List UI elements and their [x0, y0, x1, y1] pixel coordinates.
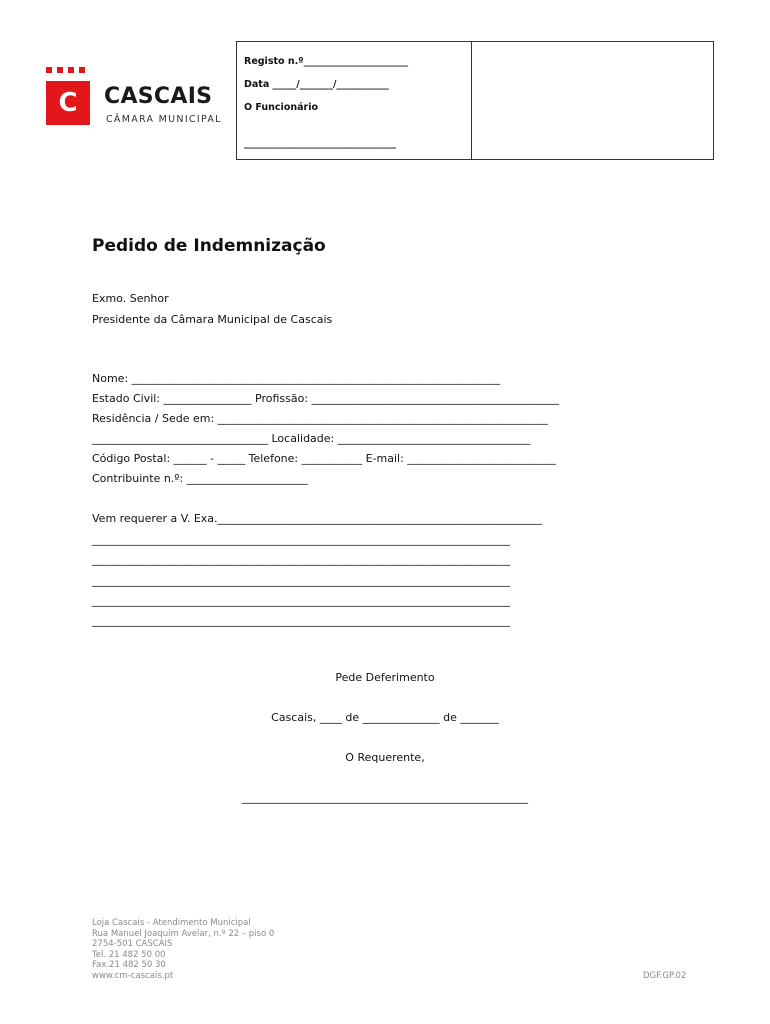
salutation-line-2: Presidente da Câmara Municipal de Cascais — [92, 313, 333, 326]
data-field[interactable]: Data _____/_______/___________ — [244, 79, 389, 90]
registo-field[interactable]: Registo n.º______________________ — [244, 56, 409, 67]
residencia-field[interactable]: Residência / Sede em: ____________________________________________________________ — [92, 412, 548, 425]
request-line[interactable]: ____________________________________________________________________________ — [92, 594, 510, 607]
page-title: Pedido de Indemnização — [92, 236, 326, 256]
cascais-logo-mark — [46, 81, 90, 125]
salutation-line-1: Exmo. Senhor — [92, 292, 169, 305]
document-code: DGF.GP.02 — [643, 971, 687, 981]
funcionario-signature-line[interactable]: ________________________________ — [244, 138, 396, 149]
footer-line: Fax.21 482 50 30 — [92, 960, 166, 970]
logo-dots — [46, 67, 90, 73]
requerente-signature-line[interactable]: ____________________________________________________ — [242, 791, 528, 804]
footer-line: Loja Cascais - Atendimento Municipal — [92, 918, 251, 928]
request-line[interactable]: ____________________________________________________________________________ — [92, 553, 510, 566]
estado-civil-field[interactable]: Estado Civil: ________________ Profissão: _____________________________________________ — [92, 392, 560, 405]
footer-line: Rua Manuel Joaquim Avelar, n.º 22 – piso 0 — [92, 928, 275, 939]
request-line[interactable]: ____________________________________________________________________________ — [92, 614, 510, 627]
footer-address — [92, 918, 274, 981]
logo-mark-letter: C — [58, 88, 78, 118]
pede-deferimento: Pede Deferimento — [335, 671, 435, 684]
registry-divider — [471, 42, 472, 159]
registry-box — [236, 41, 714, 160]
request-line[interactable]: ____________________________________________________________________________ — [92, 574, 510, 587]
contribuinte-field[interactable]: Contribuinte n.º: ______________________ — [92, 472, 308, 485]
footer-line: 2754-501 CASCAIS — [92, 939, 173, 949]
footer-website: www.cm-cascais.pt — [92, 970, 174, 981]
request-intro[interactable]: Vem requerer a V. Exa.___________________________________________________________ — [92, 512, 543, 525]
funcionario-label: O Funcionário — [244, 102, 318, 113]
localidade-field[interactable]: ________________________________ Localidade: ___________________________________ — [92, 432, 531, 445]
codigo-postal-field[interactable]: Código Postal: ______ - _____ Telefone: ___________ E-mail: ___________________________ — [92, 452, 556, 465]
nome-field[interactable]: Nome: ___________________________________________________________________ — [92, 372, 501, 385]
logo-name: CASCAIS — [104, 84, 213, 109]
requerente-label: O Requerente, — [345, 751, 425, 764]
footer-line: Tel. 21 482 50 00 — [92, 949, 166, 960]
date-line[interactable]: Cascais, ____ de ______________ de _______ — [271, 711, 499, 724]
request-line[interactable]: ____________________________________________________________________________ — [92, 533, 510, 546]
logo-subtitle: CÂMARA MUNICIPAL — [106, 114, 222, 125]
